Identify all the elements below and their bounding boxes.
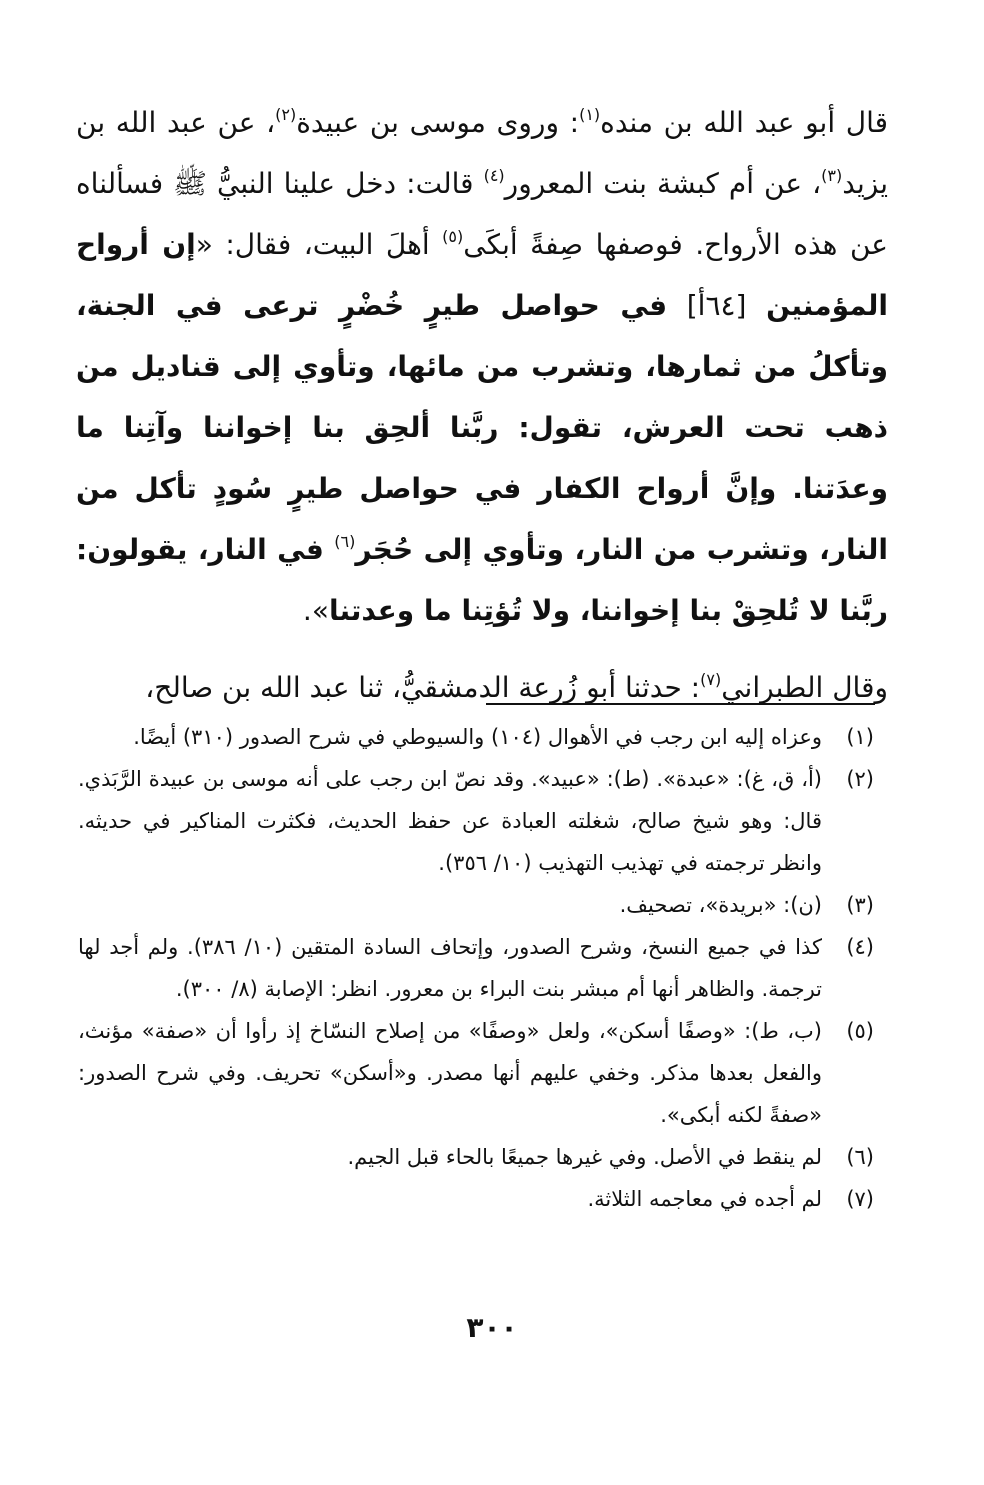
text-segment: أهلَ البيت، فقال: « bbox=[195, 228, 443, 261]
footnote-text: لم أجده في معاجمه الثلاثة. bbox=[587, 1187, 822, 1211]
footnote-text: وعزاه إليه ابن رجب في الأهوال (١٠٤) والسيوطي في شرح الصدور (٣١٠) أيضًا. bbox=[133, 725, 822, 749]
footnote-4 bbox=[78, 926, 874, 1010]
footnote-ref-6: (٦) bbox=[334, 532, 356, 551]
footnote-6 bbox=[78, 1136, 874, 1178]
footnote-number: (٧) bbox=[846, 1187, 874, 1211]
text-segment: ، عن عبد الله بن يزيد bbox=[76, 106, 888, 200]
page-number: ٣٠٠ bbox=[466, 1311, 518, 1344]
footnote-2 bbox=[78, 758, 874, 884]
hadith-text: في النار، يقولون: ربَّنا لا تُلحِقْ بنا إخواننا، ولا تُؤتِنا ما وعدتنا bbox=[76, 533, 888, 627]
text-segment: قالت: دخل علينا النبيُّ ﷺ فسألناه عن هذه الأرواح. فوصفها صِفةً أبكَى bbox=[76, 167, 888, 261]
footnote-ref-3: (٣) bbox=[821, 166, 843, 185]
footnote-text: (أ، ق، غ): «عبدة». (ط): «عبيد». وقد نصّ ابن رجب على أنه موسى بن عبيدة الرَّبَذي. قال: وهو شيخ صالح، شغلته العبادة عن حفظ الحديث، فكثرت المناكير في حديثه. وانظر ترجمته في تهذيب التهذيب (١٠/ ٣٥٦). bbox=[78, 767, 822, 875]
footnote-number: (٣) bbox=[846, 893, 874, 917]
footnote-3 bbox=[78, 884, 874, 926]
text-segment: قال أبو عبد الله بن منده bbox=[600, 106, 889, 139]
footnote-number: (٥) bbox=[846, 1019, 874, 1043]
footnote-text: كذا في جميع النسخ، وشرح الصدور، وإتحاف السادة المتقين (١٠/ ٣٨٦). ولم أجد لها ترجمة. والظاهر أنها أم مبشر بنت البراء بن معرور. انظر: الإصابة (٨/ ٣٠٠). bbox=[78, 935, 822, 1001]
footnote-text: (ب، ط): «وصفًا أسكن»، ولعل «وصفًا» من إصلاح النسّاخ إذ رأوا أن «صفة» مؤنث، والفعل بعدها مذكر. وخفي عليهم أنها مصدر. و«أسكن» تحريف. وفي شرح الصدور: «صفةً لكنه أبكى». bbox=[78, 1019, 822, 1127]
paragraph-2 bbox=[76, 657, 888, 718]
footnote-ref-1: (١) bbox=[579, 105, 601, 124]
footnote-text: لم ينقط في الأصل. وفي غيرها جميعًا بالحاء قبل الجيم. bbox=[347, 1145, 822, 1169]
text-segment: وقال الطبراني bbox=[721, 671, 888, 704]
footnote-number: (٤) bbox=[846, 935, 874, 959]
footnote-5 bbox=[78, 1010, 874, 1136]
hadith-text: إن أرواح المؤمنين bbox=[76, 228, 889, 322]
main-text bbox=[76, 92, 888, 718]
footnote-separator bbox=[486, 703, 875, 705]
footnote-ref-7: (٧) bbox=[700, 670, 722, 689]
footnote-number: (٢) bbox=[846, 767, 874, 791]
footnote-ref-5: (٥) bbox=[442, 227, 464, 246]
footnote-7 bbox=[78, 1178, 874, 1220]
footnotes bbox=[78, 716, 874, 1220]
hadith-text: في حواصل طيرٍ خُضْرٍ ترعى في الجنة، وتأكلُ من ثمارها، وتشرب من مائها، وتأوي إلى قناديل من ذهب تحت العرش، تقول: ربَّنا ألحِق بنا إخواننا وآتِنا ما وعدَتنا. وإنَّ أرواح الكفار في حواصل طيرٍ سُودٍ تأكل من النار، وتشرب من النار، وتأوي إلى حُجَر bbox=[76, 289, 888, 566]
footnote-ref-2: (٢) bbox=[275, 105, 297, 124]
footnote-ref-4: (٤) bbox=[483, 166, 505, 185]
text-segment: ، عن أم كبشة بنت المعرور bbox=[504, 167, 822, 200]
footnote-text: (ن): «بريدة»، تصحيف. bbox=[619, 893, 822, 917]
footnote-number: (٦) bbox=[846, 1145, 874, 1169]
text-segment: : حدثنا أبو زُرعة الدمشقيُّ، ثنا عبد الله بن صالح، bbox=[145, 671, 701, 704]
paragraph-1 bbox=[76, 92, 888, 641]
footnote-1 bbox=[78, 716, 874, 758]
footnote-number: (١) bbox=[846, 725, 874, 749]
text-segment: : وروى موسى بن عبيدة bbox=[296, 106, 580, 139]
closing-quote: ». bbox=[302, 594, 329, 627]
manuscript-folio-mark: [٦٤أ] bbox=[667, 289, 767, 322]
